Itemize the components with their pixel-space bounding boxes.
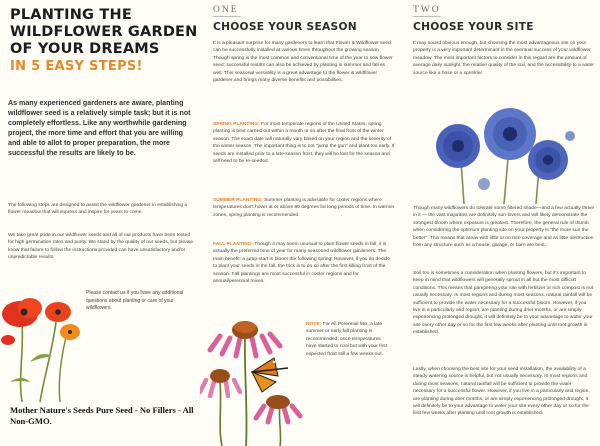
step-heading: CHOOSE YOUR SITE xyxy=(413,21,534,33)
step-heading: CHOOSE YOUR SEASON xyxy=(213,21,357,33)
season-intro-paragraph: It is a pleasant surprise for many gardeners to learn that Flower & Wildflower seed can be successfully installed at various times throughout the growing season. Though spring is the most common and conventional time of the year to sow flower seed; successful results can also be achieved by planting in summer and fall as well. This seasonal versatility is a great advantage to the flower & wildflower gardener and brings many diverse benefits and possibilities. xyxy=(213,41,393,84)
poppy-right-icon xyxy=(45,302,71,322)
note-label: NOTE: xyxy=(306,322,322,327)
cornflower-right-icon xyxy=(528,140,568,180)
sunlight-paragraph: Though many wildflowers do tolerate some filtered shade—and a few actually thrive in it — the vast majorities are definitely sun-lovers and will likely demonstrate the strongest bloom where exposure is greatest. Therefore, the general rule of thumb when considering the optimum planting site on your property is "the more sun the better". This means that areas with little or no tree coverage and as little obstruction from any structure such as a house, garage, or barn are best. xyxy=(413,206,595,249)
soil-paragraph: Soil too is sometimes a consideration when planting flowers, but it's important to keep in mind that wildflowers will generally sprout in all but the most difficult conditions. This means that pampering your site with fertilizer or rich compost is not usually necessary. In most regions and during most seasons, natural rainfall will be sufficient to provide the water necessary for a successful bloom. However, if you live in a particularly arid region, are planting during drier months, or are simply experiencing prolonged drought, it will definitely be to your advantage to water your site every other day or so for the first few weeks after planting until root growth is established. xyxy=(413,271,594,336)
page-title: PLANTING THE WILDFLOWER GARDEN OF YOUR DREAMS xyxy=(10,7,198,57)
step-number: ONE xyxy=(213,5,241,17)
spring-label: SPRING PLANTING: xyxy=(213,122,260,127)
fall-paragraph xyxy=(213,241,395,285)
quality-paragraph: We take great pride in our wildflower seeds and all of our products have been tested for high germination rates and purity. We stand by the quality of our seeds, but please know that failure to follow the instructions provided can have unsatisfactory and/or unpredictable results. xyxy=(8,233,193,261)
spring-text: For most temperate regions of the United States, spring planting is best carried out within a month or so after the final frost of the winter season. The exact date will naturally vary based on your region and the severity of the winter season. The important thing is to not "jump the gun" and plant too early. If seeds are installed prior to a late-season frost, they will be lost for the season and will need to be re-seeded. xyxy=(213,122,395,165)
poppy-large-icon xyxy=(2,298,42,327)
spring-paragraph xyxy=(213,121,395,165)
summer-text: Summer planting is advisable for cooler regions where temperatures don't hover at or above 80 degrees for long periods of time. In warmer zones, spring planting is recommended. xyxy=(213,198,395,218)
butterfly-icon xyxy=(252,358,288,392)
column-step-two xyxy=(400,0,600,446)
coneflower-butterfly-illustration xyxy=(200,310,304,446)
summer-label: SUMMER PLANTING: xyxy=(213,198,263,203)
page-subtitle: IN 5 EASY STEPS! xyxy=(10,59,143,74)
cornflowers-illustration xyxy=(420,106,580,204)
column-step-one xyxy=(200,0,400,446)
contact-note: Please contact us if you have any additional questions about planting or care of your wildflowers. xyxy=(86,290,184,312)
intro-paragraph: As many experienced gardeners are aware, planting wildflower seed is a relatively simple task; but it is not completely effortless. Like any worthwhile gardening project, the more time and effort that you are willing and able to allot to proper preparation, the more successful the results are likely to be. xyxy=(8,99,191,157)
summer-paragraph xyxy=(213,197,395,219)
step-number: TWO xyxy=(413,5,441,15)
site-intro-paragraph: It may sound obvious enough, but choosing the most advantageous site on your property is a very important determinant in the eventual success of your wildflower meadow. The most important factors to consider in this regard are the amount of average daily sunlight, the relative quality of the soil, and the accessibility to a water source like a hose or a sprinkler. xyxy=(413,41,595,76)
poppy-small-icon xyxy=(60,324,80,340)
brand-tagline: Mother Nature's Seeds Pure Seed - No Fillers - All Non-GMO. xyxy=(10,405,194,426)
column-intro xyxy=(0,0,200,446)
intro-steps-paragraph: The following steps are designed to assist the wildflower gardener in establishing a flower meadow that will impress and inspire for years to come. xyxy=(8,203,188,216)
fall-text: Though it may seem unusual to plant flower seeds in fall, it is actually the preferred time of year for many seasoned wildflower gardeners. The main benefit: a jump-start in bloom the following spring! However, if you do decide to plant your seeds in the fall, the trick is to do so after the first killing frost of the season. Fall plantings are most successful in cooler regions and for annual/perennial mixes. xyxy=(213,242,390,285)
fall-label: FALL PLANTING: xyxy=(213,242,254,247)
perennial-note xyxy=(306,321,390,358)
poppy-flowers-illustration xyxy=(0,282,88,402)
note-text: For All Perennial Mix, a late summer or early fall planting is recommended, once temperatures have started to cool but with your first expected frost still a few weeks out. xyxy=(306,322,388,357)
watering-paragraph: Lastly, when choosing the best site for your seed installation, the availability of a steady watering source is helpful, but not usually necessary. In most regions and during most seasons, natural rainfall will be sufficient to provide the water necessary for a successful flower. However, if you live in a particularly arid region, are planting during drier months, or are simply experiencing prolonged drought, it will definitely be to your advantage to water your site every other day or so for the first few weeks after planting until root growth is established. xyxy=(413,367,590,417)
cornflower-left-icon xyxy=(436,124,480,168)
coneflower-bottom-icon xyxy=(256,395,300,422)
cornflower-center-icon xyxy=(484,108,536,160)
